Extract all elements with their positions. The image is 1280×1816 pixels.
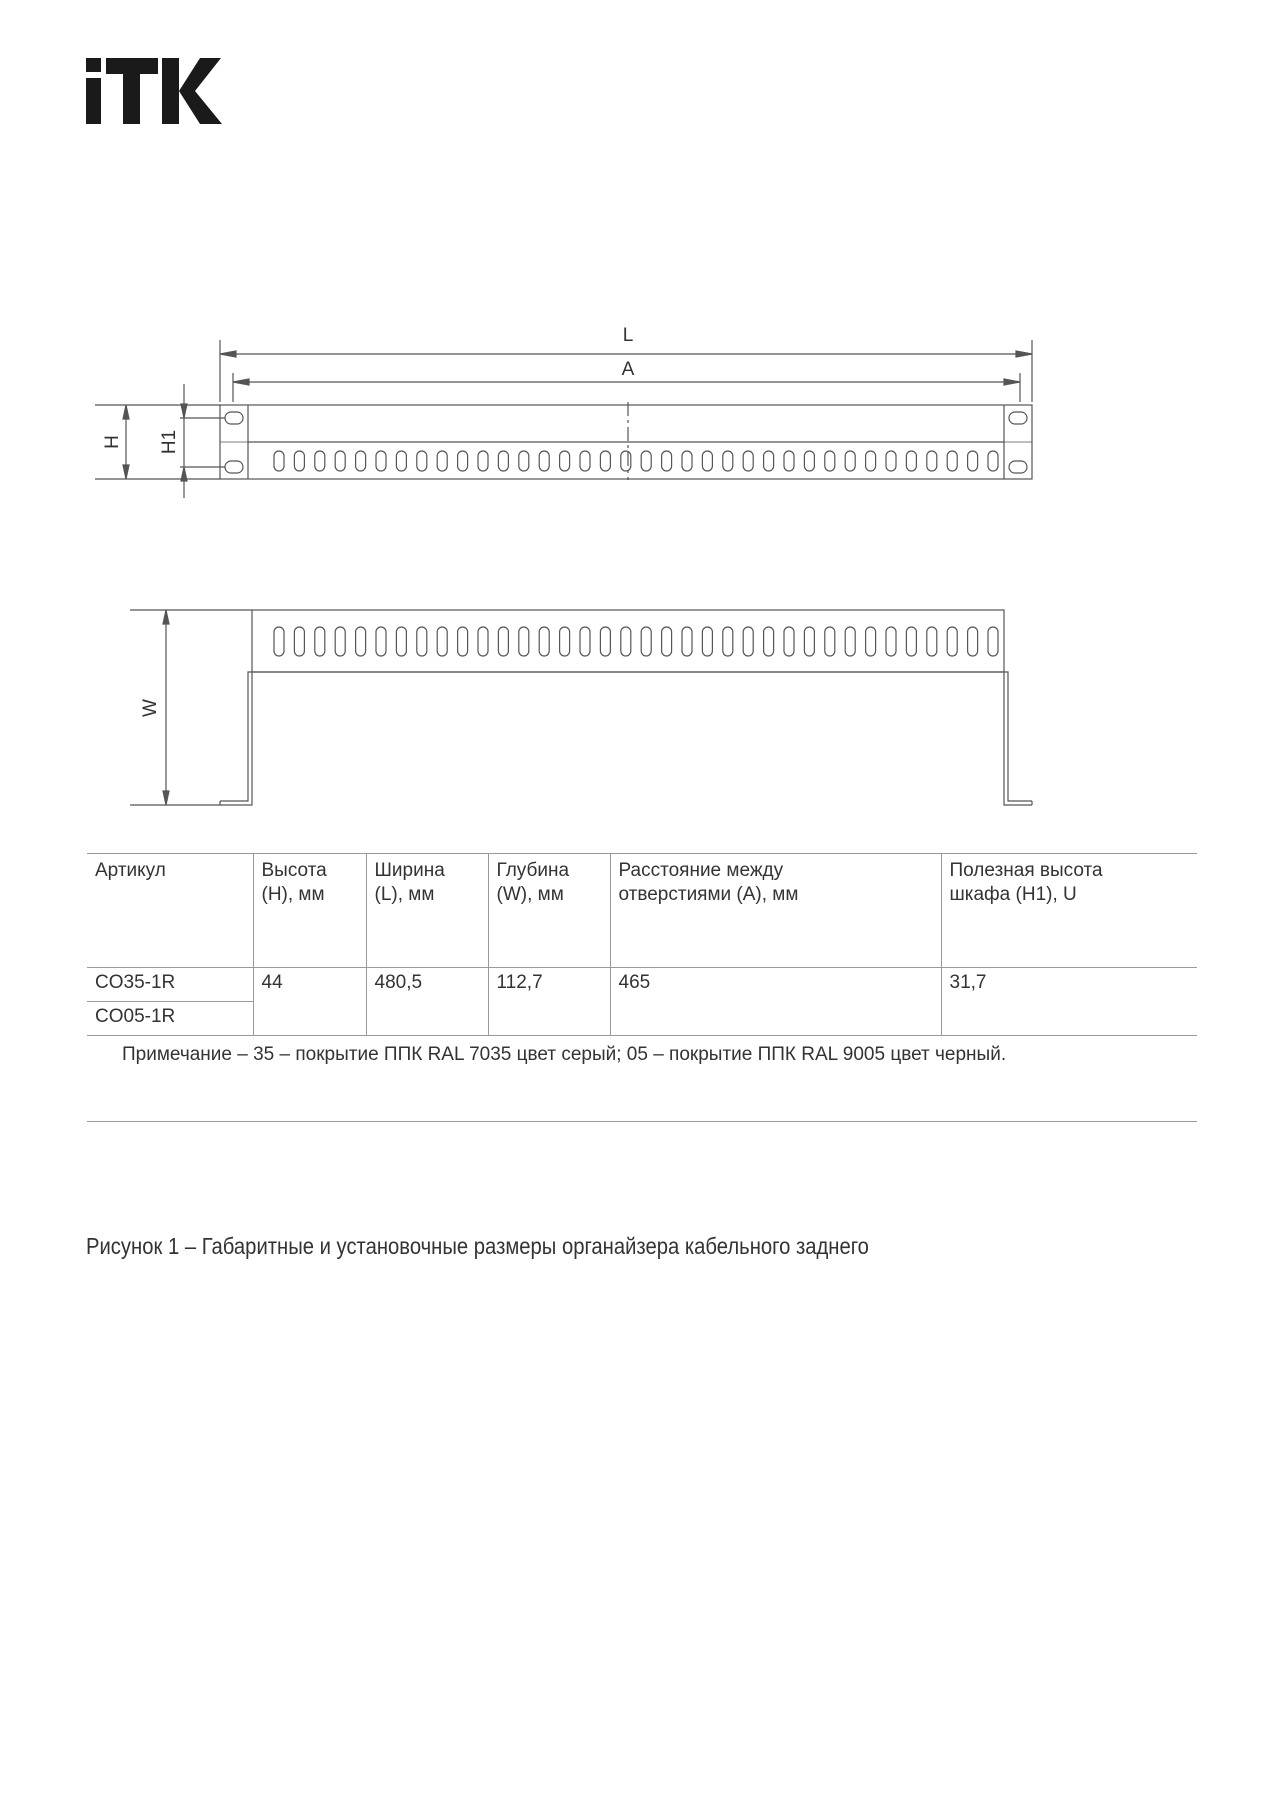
slot bbox=[396, 451, 406, 471]
slot bbox=[580, 627, 590, 656]
slot bbox=[621, 451, 631, 471]
slot bbox=[335, 451, 345, 471]
slot bbox=[845, 451, 855, 471]
slot bbox=[376, 627, 386, 656]
slot bbox=[662, 627, 672, 656]
slot bbox=[927, 451, 937, 471]
slot bbox=[437, 451, 447, 471]
header-width: Ширина (L), мм bbox=[366, 854, 488, 968]
slot bbox=[804, 451, 814, 471]
slot bbox=[580, 451, 590, 471]
slot bbox=[682, 451, 692, 471]
slot bbox=[927, 627, 937, 656]
slot bbox=[519, 627, 529, 656]
slot bbox=[866, 451, 876, 471]
dim-label-L: L bbox=[622, 325, 634, 346]
cell-depth: 112,7 bbox=[488, 968, 610, 1036]
dim-label-A: A bbox=[621, 359, 635, 380]
slot bbox=[764, 451, 774, 471]
slot bbox=[947, 627, 957, 656]
slot bbox=[560, 627, 570, 656]
slot bbox=[274, 451, 284, 471]
slot bbox=[947, 451, 957, 471]
slot bbox=[458, 451, 468, 471]
slot bbox=[886, 627, 896, 656]
slot bbox=[621, 627, 631, 656]
slot bbox=[478, 627, 488, 656]
slot bbox=[968, 627, 978, 656]
slot bbox=[968, 451, 978, 471]
slot bbox=[784, 627, 794, 656]
itk-logo bbox=[86, 58, 222, 124]
header-depth: Глубина (W), мм bbox=[488, 854, 610, 968]
slot bbox=[743, 451, 753, 471]
header-useful-height: Полезная высота шкафа (H1), U bbox=[941, 854, 1197, 968]
cell-width: 480,5 bbox=[366, 968, 488, 1036]
slot bbox=[988, 627, 998, 656]
slot bbox=[417, 627, 427, 656]
slot bbox=[458, 627, 468, 656]
slot bbox=[866, 627, 876, 656]
slot bbox=[682, 627, 692, 656]
slot bbox=[723, 451, 733, 471]
slot bbox=[804, 627, 814, 656]
slot bbox=[845, 627, 855, 656]
slot bbox=[702, 451, 712, 471]
header-height: Высота (H), мм bbox=[253, 854, 366, 968]
cell-article: CO05-1R bbox=[87, 1002, 253, 1036]
slot bbox=[988, 451, 998, 471]
slot bbox=[600, 627, 610, 656]
table-header-row bbox=[87, 854, 1197, 968]
slot bbox=[437, 627, 447, 656]
dim-label-H1: H1 bbox=[159, 429, 180, 455]
slot bbox=[498, 627, 508, 656]
figure-caption: Рисунок 1 – Габаритные и установочные размеры органайзера кабельного заднего bbox=[86, 1233, 869, 1259]
slot bbox=[641, 451, 651, 471]
slot bbox=[539, 627, 549, 656]
slot bbox=[906, 627, 916, 656]
slot bbox=[335, 627, 345, 656]
slot bbox=[886, 451, 896, 471]
front-view-drawing bbox=[90, 318, 1050, 508]
slot bbox=[376, 451, 386, 471]
slot bbox=[519, 451, 529, 471]
divider bbox=[87, 1121, 1197, 1122]
dim-label-W: W bbox=[140, 699, 161, 717]
cell-useful-height: 31,7 bbox=[941, 968, 1197, 1036]
slot bbox=[743, 627, 753, 656]
dim-label-H: H bbox=[102, 435, 123, 449]
slot bbox=[825, 451, 835, 471]
slot bbox=[315, 627, 325, 656]
slot bbox=[825, 627, 835, 656]
spec-table bbox=[87, 853, 1197, 1036]
slot bbox=[294, 451, 304, 471]
slot bbox=[498, 451, 508, 471]
header-article: Артикул bbox=[87, 854, 253, 968]
slot bbox=[356, 451, 366, 471]
slot bbox=[417, 451, 427, 471]
table-note: Примечание – 35 – покрытие ППК RAL 7035 цвет серый; 05 – покрытие ППК RAL 9005 цвет черный. bbox=[122, 1044, 1007, 1065]
slot bbox=[315, 451, 325, 471]
slot bbox=[723, 627, 733, 656]
slot bbox=[662, 451, 672, 471]
slot bbox=[396, 627, 406, 656]
slot bbox=[478, 451, 488, 471]
slot bbox=[294, 627, 304, 656]
slot bbox=[784, 451, 794, 471]
slot bbox=[641, 627, 651, 656]
slot bbox=[764, 627, 774, 656]
cell-height: 44 bbox=[253, 968, 366, 1036]
slot bbox=[702, 627, 712, 656]
header-hole-distance: Расстояние между отверстиями (A), мм bbox=[610, 854, 941, 968]
slot bbox=[539, 451, 549, 471]
slot bbox=[560, 451, 570, 471]
cell-hole-distance: 465 bbox=[610, 968, 941, 1036]
side-view-drawing bbox=[90, 598, 1050, 818]
table-row bbox=[87, 968, 1197, 1002]
slot bbox=[906, 451, 916, 471]
cell-article: CO35-1R bbox=[87, 968, 253, 1002]
slot bbox=[274, 627, 284, 656]
slot bbox=[600, 451, 610, 471]
slot bbox=[356, 627, 366, 656]
